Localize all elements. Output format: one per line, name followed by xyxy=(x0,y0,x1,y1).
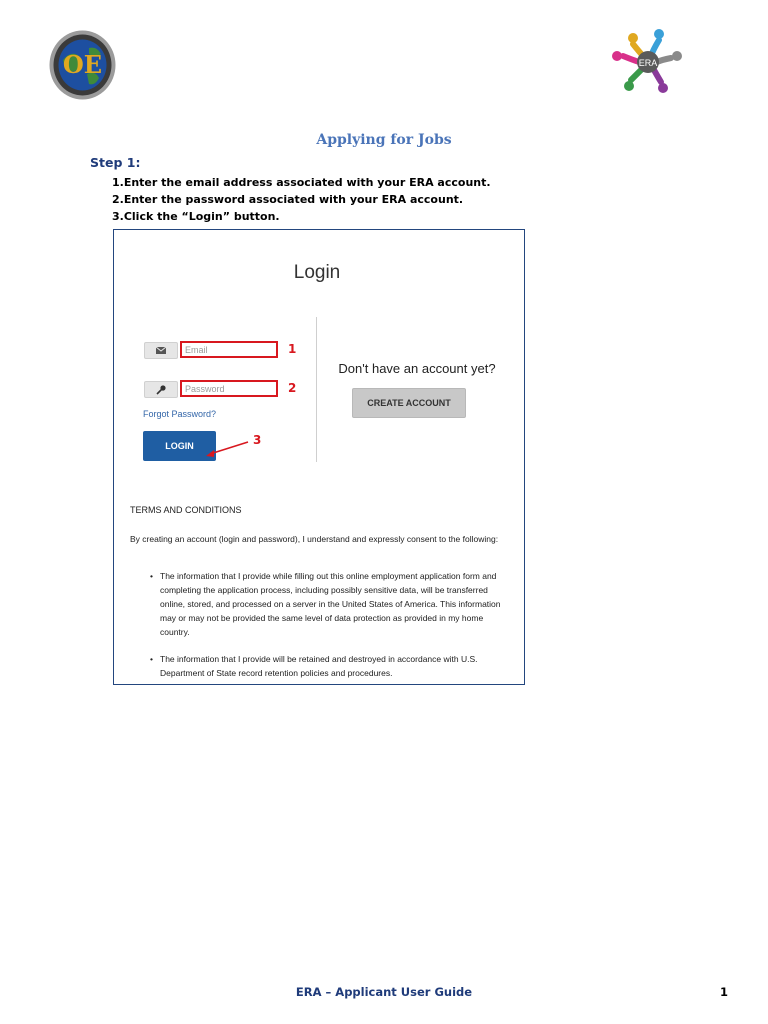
footer-title: ERA – Applicant User Guide xyxy=(295,985,473,999)
step-list xyxy=(112,174,491,225)
no-account-text: Don't have an account yet? xyxy=(338,361,496,376)
envelope-icon xyxy=(144,342,178,359)
svg-text:OE: OE xyxy=(62,50,103,79)
password-input[interactable]: Password xyxy=(180,380,278,397)
terms-title: TERMS AND CONDITIONS xyxy=(130,505,242,515)
terms-list xyxy=(138,569,506,685)
divider xyxy=(316,317,317,462)
key-icon xyxy=(144,381,178,398)
page-title: Applying for Jobs xyxy=(316,132,452,148)
login-heading: Login xyxy=(293,262,341,283)
email-input[interactable]: Email xyxy=(180,341,278,358)
step-item: 2.Enter the password associated with your ERA account. xyxy=(112,193,464,206)
login-screenshot xyxy=(113,229,525,685)
terms-item: • The information that I provide will be retained and destroyed in accordance with U.S. Department of State record retention policies and procedures. xyxy=(150,654,478,678)
callout-2: 2 xyxy=(288,381,297,395)
create-account-button[interactable]: CREATE ACCOUNT xyxy=(352,388,466,418)
callout-3: 3 xyxy=(253,433,262,447)
oe-logo xyxy=(49,30,116,100)
callout-1: 1 xyxy=(288,342,297,356)
terms-intro: By creating an account (login and password), I understand and expressly consent to the following: xyxy=(130,534,499,544)
page-number: 1 xyxy=(720,985,729,999)
forgot-password-link[interactable]: Forgot Password? xyxy=(143,409,217,419)
svg-text:ERA: ERA xyxy=(638,58,658,68)
terms-item: • The information that I provide while filling out this online employment application form and completing the application process, including possibly sensitive data, will be transferred online, stored, and processed on a server in the United States of America. This information may or may not be provided the same level of data protection as provided in my home country. xyxy=(150,571,501,637)
step-item: 1.Enter the email address associated with your ERA account. xyxy=(112,176,491,189)
step-heading: Step 1: xyxy=(90,155,141,170)
login-button[interactable]: LOGIN xyxy=(143,431,216,461)
era-logo xyxy=(611,26,685,98)
step-item: 3.Click the “Login” button. xyxy=(112,210,280,223)
